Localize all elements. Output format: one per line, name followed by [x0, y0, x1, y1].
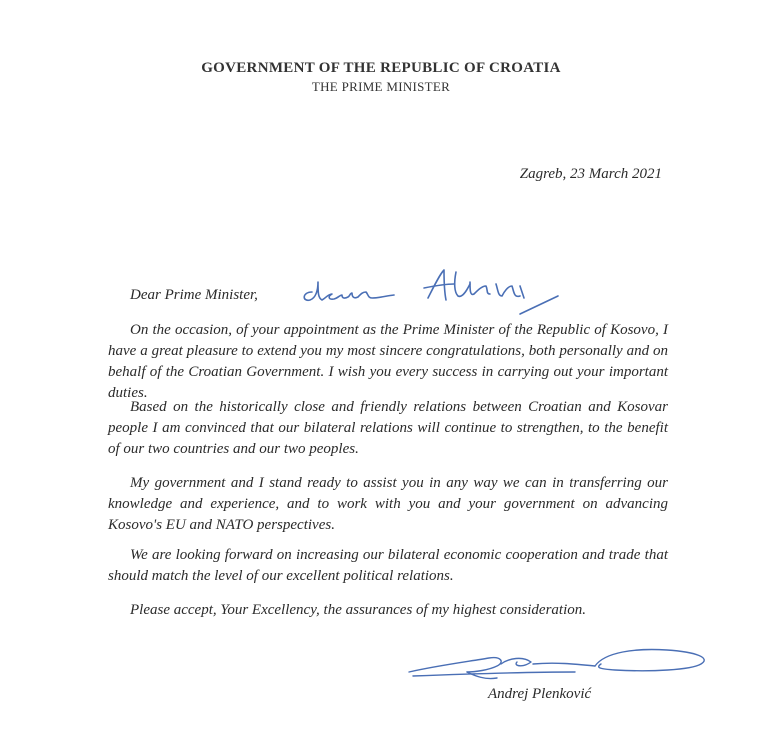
- paragraph-congratulations: [108, 320, 668, 404]
- letterhead-subtitle: THE PRIME MINISTER: [311, 79, 451, 94]
- signer-name: Andrej Plenković: [488, 686, 592, 702]
- handwritten-signature: [405, 642, 715, 684]
- paragraph-bilateral-relations: [108, 397, 668, 460]
- paragraph-text: We are looking forward on increasing our bilateral economic cooperation and trade that should match the level of our excellent political relations.: [108, 547, 668, 584]
- paragraph-closing: [108, 600, 668, 621]
- paragraph-text: Please accept, Your Excellency, the assurances of my highest consideration.: [130, 602, 587, 618]
- paragraph-text: On the occasion, of your appointment as the Prime Minister of the Republic of Kosovo, I have a great pleasure to extend you my most sincere congratulations, both personally and on behalf of the Croatian Government. I wish you every success in carrying out your important duties.: [108, 322, 668, 401]
- paragraph-assistance: [108, 473, 668, 536]
- letter-date: Zagreb, 23 March 2021: [519, 166, 662, 182]
- paragraph-text: My government and I stand ready to assist you in any way we can in transferring our knowledge and experience, and to work with you and your government on advancing Kosovo's EU and NATO perspectives.: [108, 475, 668, 533]
- paragraph-economic-cooperation: [108, 545, 668, 587]
- handwritten-greeting: [298, 262, 588, 322]
- salutation: Dear Prime Minister,: [130, 287, 258, 303]
- handwritten-greeting-text: dear Albin,: [298, 262, 303, 263]
- paragraph-text: Based on the historically close and friendly relations between Croatian and Kosovar people I am convinced that our bilateral relations will continue to strengthen, to the benefit of our two countries and our two peoples.: [108, 399, 668, 457]
- letterhead-title: GOVERNMENT OF THE REPUBLIC OF CROATIA: [201, 60, 561, 76]
